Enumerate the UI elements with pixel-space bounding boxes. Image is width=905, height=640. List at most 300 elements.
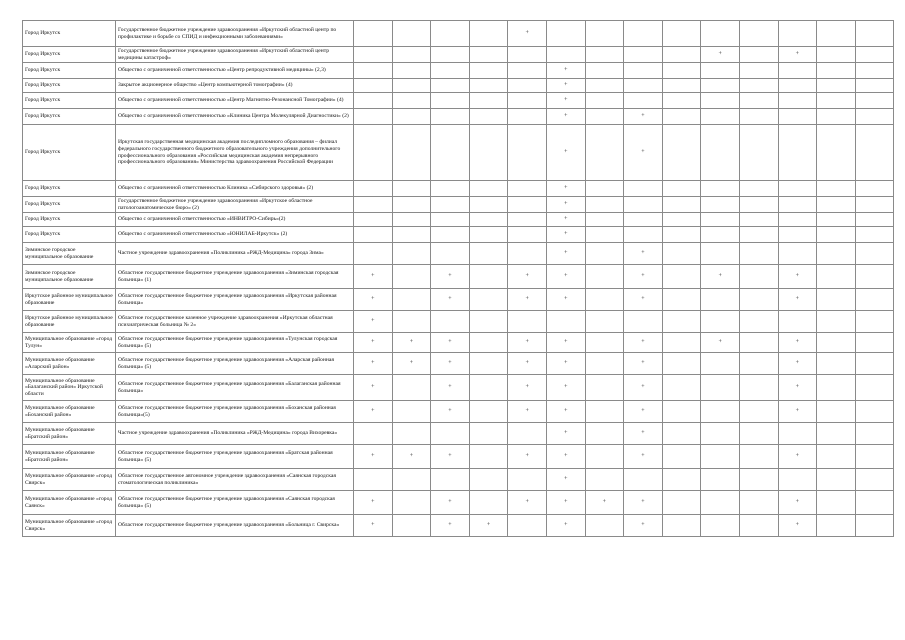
mark-cell <box>354 243 393 265</box>
mark-cell <box>624 63 663 79</box>
mark-cell: + <box>546 79 585 93</box>
municipality-cell: Город Иркутск <box>23 47 116 63</box>
mark-cell <box>585 515 624 537</box>
mark-cell <box>431 79 470 93</box>
table-row <box>23 243 894 265</box>
mark-cell: + <box>546 265 585 289</box>
mark-cell <box>624 79 663 93</box>
mark-cell: + <box>546 243 585 265</box>
mark-cell: + <box>431 445 470 469</box>
mark-cell <box>662 109 701 125</box>
mark-cell <box>701 445 740 469</box>
table-row <box>23 375 894 401</box>
mark-cell: + <box>778 515 817 537</box>
mark-cell <box>701 227 740 243</box>
mark-cell <box>817 21 856 47</box>
mark-cell <box>431 197 470 213</box>
mark-cell <box>585 197 624 213</box>
mark-cell <box>817 401 856 423</box>
mark-cell <box>662 47 701 63</box>
table-row <box>23 353 894 375</box>
mark-cell <box>701 79 740 93</box>
mark-cell <box>817 265 856 289</box>
mark-cell <box>469 227 508 243</box>
mark-cell <box>508 227 547 243</box>
mark-cell: + <box>546 289 585 311</box>
mark-cell <box>817 213 856 227</box>
mark-cell <box>662 353 701 375</box>
organization-cell: Областное государственное бюджетное учреждение здравоохранения «Боханская районная больница»(5) <box>116 401 354 423</box>
mark-cell <box>469 375 508 401</box>
table-row <box>23 181 894 197</box>
organization-cell: Областное государственное бюджетное учреждение здравоохранения «Больница г. Свирска» <box>116 515 354 537</box>
mark-cell: + <box>354 265 393 289</box>
mark-cell <box>662 197 701 213</box>
mark-cell <box>778 93 817 109</box>
mark-cell <box>546 47 585 63</box>
mark-cell: + <box>392 353 431 375</box>
mark-cell <box>469 311 508 333</box>
municipality-cell: Город Иркутск <box>23 21 116 47</box>
municipality-cell: Город Иркутск <box>23 213 116 227</box>
mark-cell: + <box>469 515 508 537</box>
municipality-cell: Зиминское городское муниципальное образование <box>23 265 116 289</box>
mark-cell: + <box>431 265 470 289</box>
mark-cell: + <box>354 353 393 375</box>
mark-cell <box>817 93 856 109</box>
mark-cell: + <box>392 333 431 353</box>
mark-cell <box>354 213 393 227</box>
table-row <box>23 491 894 515</box>
mark-cell <box>855 93 894 109</box>
mark-cell: + <box>624 353 663 375</box>
mark-cell <box>739 79 778 93</box>
mark-cell: + <box>546 333 585 353</box>
mark-cell <box>585 289 624 311</box>
organization-cell: Областное государственное бюджетное учреждение здравоохранения «Балаганская районная больница» <box>116 375 354 401</box>
mark-cell: + <box>431 515 470 537</box>
table-row <box>23 79 894 93</box>
mark-cell <box>392 311 431 333</box>
organization-cell: Частное учреждение здравоохранения «Поликлиника «РЖД-Медицина» города Зима» <box>116 243 354 265</box>
mark-cell <box>817 445 856 469</box>
mark-cell <box>469 423 508 445</box>
mark-cell <box>585 181 624 197</box>
mark-cell <box>778 423 817 445</box>
municipality-cell: Город Иркутск <box>23 63 116 79</box>
mark-cell: + <box>778 289 817 311</box>
organization-cell: Областное государственное казенное учреждение здравоохранения «Иркутская областная психиатрическая больница № 2» <box>116 311 354 333</box>
mark-cell <box>508 311 547 333</box>
mark-cell <box>739 93 778 109</box>
mark-cell <box>662 469 701 491</box>
municipality-cell: Муниципальное образование «город Свирск» <box>23 469 116 491</box>
organization-cell: Областное государственное бюджетное учреждение здравоохранения «Зиминская городская больница» (1) <box>116 265 354 289</box>
mark-cell <box>508 63 547 79</box>
mark-cell <box>354 93 393 109</box>
municipality-cell: Муниципальное образование «город Саянск» <box>23 491 116 515</box>
mark-cell <box>739 227 778 243</box>
mark-cell <box>508 181 547 197</box>
mark-cell <box>469 213 508 227</box>
mark-cell: + <box>546 227 585 243</box>
mark-cell <box>701 63 740 79</box>
mark-cell: + <box>508 491 547 515</box>
mark-cell <box>431 213 470 227</box>
mark-cell: + <box>624 423 663 445</box>
mark-cell <box>701 469 740 491</box>
mark-cell <box>817 491 856 515</box>
mark-cell <box>508 125 547 181</box>
mark-cell <box>392 401 431 423</box>
mark-cell <box>354 63 393 79</box>
mark-cell <box>855 213 894 227</box>
mark-cell <box>431 423 470 445</box>
mark-cell <box>585 47 624 63</box>
mark-cell <box>354 125 393 181</box>
mark-cell <box>469 109 508 125</box>
mark-cell <box>662 311 701 333</box>
mark-cell <box>624 21 663 47</box>
mark-cell <box>469 79 508 93</box>
mark-cell <box>739 213 778 227</box>
mark-cell: + <box>508 445 547 469</box>
mark-cell: + <box>778 491 817 515</box>
mark-cell: + <box>392 445 431 469</box>
mark-cell: + <box>508 265 547 289</box>
mark-cell <box>392 79 431 93</box>
mark-cell <box>701 423 740 445</box>
mark-cell <box>817 243 856 265</box>
organization-cell: Областное государственное автономное учреждение здравоохранения «Саянская городская стоматологическая поликлиника» <box>116 469 354 491</box>
mark-cell <box>817 197 856 213</box>
mark-cell <box>701 243 740 265</box>
organization-cell: Областное государственное бюджетное учреждение здравоохранения «Братская районная больница» (5) <box>116 445 354 469</box>
mark-cell <box>701 125 740 181</box>
mark-cell: + <box>546 109 585 125</box>
table-row <box>23 265 894 289</box>
mark-cell <box>662 515 701 537</box>
mark-cell <box>469 21 508 47</box>
municipality-cell: Муниципальное образование «Балаганский район» Иркутской области <box>23 375 116 401</box>
mark-cell <box>469 333 508 353</box>
mark-cell <box>817 47 856 63</box>
mark-cell <box>469 93 508 109</box>
table-row <box>23 333 894 353</box>
mark-cell <box>662 63 701 79</box>
mark-cell: + <box>431 491 470 515</box>
mark-cell <box>469 401 508 423</box>
mark-cell <box>431 227 470 243</box>
mark-cell: + <box>701 47 740 63</box>
mark-cell <box>701 197 740 213</box>
mark-cell <box>392 109 431 125</box>
mark-cell <box>354 197 393 213</box>
mark-cell <box>624 213 663 227</box>
mark-cell: + <box>624 125 663 181</box>
mark-cell <box>701 311 740 333</box>
mark-cell <box>585 79 624 93</box>
organization-cell: Областное государственное бюджетное учреждение здравоохранения «Аларская районная больница» (5) <box>116 353 354 375</box>
mark-cell: + <box>431 333 470 353</box>
mark-cell <box>546 21 585 47</box>
municipality-cell: Муниципальное образование «Братский район» <box>23 445 116 469</box>
mark-cell <box>701 109 740 125</box>
mark-cell <box>662 265 701 289</box>
mark-cell <box>392 197 431 213</box>
mark-cell <box>354 109 393 125</box>
mark-cell <box>778 227 817 243</box>
mark-cell <box>855 227 894 243</box>
municipality-cell: Город Иркутск <box>23 79 116 93</box>
mark-cell <box>392 375 431 401</box>
mark-cell <box>624 227 663 243</box>
mark-cell: + <box>546 125 585 181</box>
mark-cell: + <box>624 515 663 537</box>
mark-cell: + <box>354 491 393 515</box>
mark-cell <box>701 491 740 515</box>
table-body <box>23 21 894 537</box>
mark-cell: + <box>546 375 585 401</box>
mark-cell <box>817 79 856 93</box>
mark-cell <box>739 423 778 445</box>
mark-cell <box>739 311 778 333</box>
mark-cell: + <box>546 469 585 491</box>
mark-cell <box>739 265 778 289</box>
mark-cell <box>701 21 740 47</box>
table-row <box>23 213 894 227</box>
mark-cell <box>431 181 470 197</box>
mark-cell: + <box>778 353 817 375</box>
organization-cell: Иркутская государственная медицинская академия последипломного образования – филиал федерального государственного бюджетного образовательного учреждения дополнительного профессионального образования «Российская медицинская академия непрерывного профессионального образования» Министерства здравоохранения Российской Федерации <box>116 125 354 181</box>
mark-cell <box>508 243 547 265</box>
municipality-cell: Иркутское районное муниципальное образование <box>23 311 116 333</box>
mark-cell <box>662 93 701 109</box>
mark-cell <box>392 423 431 445</box>
table-row <box>23 311 894 333</box>
mark-cell <box>354 469 393 491</box>
mark-cell: + <box>624 445 663 469</box>
mark-cell <box>508 79 547 93</box>
mark-cell <box>701 353 740 375</box>
mark-cell <box>508 213 547 227</box>
mark-cell: + <box>624 289 663 311</box>
mark-cell <box>739 445 778 469</box>
mark-cell <box>701 289 740 311</box>
municipality-cell: Иркутское районное муниципальное образование <box>23 289 116 311</box>
mark-cell <box>392 21 431 47</box>
mark-cell <box>739 491 778 515</box>
mark-cell <box>778 311 817 333</box>
mark-cell: + <box>624 491 663 515</box>
mark-cell <box>855 289 894 311</box>
organization-cell: Государственное бюджетное учреждение здравоохранения «Иркутское областное патологоанатомическое бюро» (2) <box>116 197 354 213</box>
mark-cell <box>778 243 817 265</box>
mark-cell <box>508 469 547 491</box>
mark-cell <box>585 243 624 265</box>
mark-cell: + <box>546 197 585 213</box>
mark-cell <box>662 79 701 93</box>
mark-cell <box>585 423 624 445</box>
mark-cell: + <box>624 243 663 265</box>
table-row <box>23 445 894 469</box>
mark-cell <box>778 21 817 47</box>
mark-cell <box>354 181 393 197</box>
mark-cell <box>662 125 701 181</box>
mark-cell: + <box>508 21 547 47</box>
mark-cell: + <box>431 401 470 423</box>
mark-cell <box>817 469 856 491</box>
mark-cell <box>354 423 393 445</box>
mark-cell <box>778 197 817 213</box>
table-row <box>23 197 894 213</box>
mark-cell: + <box>354 401 393 423</box>
mark-cell <box>855 515 894 537</box>
mark-cell <box>778 109 817 125</box>
mark-cell <box>662 401 701 423</box>
mark-cell <box>392 289 431 311</box>
mark-cell <box>585 213 624 227</box>
mark-cell: + <box>624 265 663 289</box>
mark-cell: + <box>354 333 393 353</box>
mark-cell <box>354 21 393 47</box>
mark-cell <box>739 289 778 311</box>
mark-cell <box>392 515 431 537</box>
mark-cell <box>585 21 624 47</box>
mark-cell <box>469 491 508 515</box>
mark-cell <box>855 197 894 213</box>
mark-cell <box>739 515 778 537</box>
mark-cell <box>392 265 431 289</box>
document-page <box>22 20 890 537</box>
mark-cell: + <box>546 93 585 109</box>
mark-cell: + <box>778 265 817 289</box>
mark-cell <box>817 63 856 79</box>
table-row <box>23 469 894 491</box>
mark-cell <box>739 181 778 197</box>
mark-cell <box>354 47 393 63</box>
mark-cell <box>817 181 856 197</box>
organization-cell: Государственное бюджетное учреждение здравоохранения «Иркутский областной центр по профилактике и борьбе со СПИД и инфекционными заболеваниями» <box>116 21 354 47</box>
table-row <box>23 93 894 109</box>
mark-cell <box>855 423 894 445</box>
mark-cell <box>585 353 624 375</box>
organization-cell: Общество с ограниченной ответственностью «Клиника Центра Молекулярной Диагностики» (2) <box>116 109 354 125</box>
mark-cell <box>469 47 508 63</box>
municipality-cell: Зиминское городское муниципальное образование <box>23 243 116 265</box>
mark-cell <box>701 213 740 227</box>
mark-cell <box>624 93 663 109</box>
organizations-table <box>22 20 894 537</box>
mark-cell <box>855 401 894 423</box>
organization-cell: Государственное бюджетное учреждение здравоохранения «Иркутский областной центр медицины катастроф» <box>116 47 354 63</box>
mark-cell <box>392 227 431 243</box>
mark-cell <box>431 243 470 265</box>
municipality-cell: Город Иркутск <box>23 125 116 181</box>
mark-cell <box>431 109 470 125</box>
mark-cell: + <box>546 515 585 537</box>
mark-cell <box>585 63 624 79</box>
organization-cell: Закрытое акционерное общество «Центр компьютерной томографии» (4) <box>116 79 354 93</box>
mark-cell <box>469 243 508 265</box>
mark-cell <box>508 47 547 63</box>
mark-cell <box>662 213 701 227</box>
mark-cell <box>662 445 701 469</box>
mark-cell <box>778 125 817 181</box>
mark-cell <box>855 243 894 265</box>
mark-cell <box>624 469 663 491</box>
municipality-cell: Город Иркутск <box>23 227 116 243</box>
mark-cell <box>817 333 856 353</box>
mark-cell: + <box>546 401 585 423</box>
mark-cell <box>817 311 856 333</box>
table-row <box>23 21 894 47</box>
mark-cell: + <box>508 289 547 311</box>
municipality-cell: Муниципальное образование «Боханский район» <box>23 401 116 423</box>
mark-cell <box>469 181 508 197</box>
mark-cell <box>701 401 740 423</box>
mark-cell: + <box>354 375 393 401</box>
municipality-cell: Город Иркутск <box>23 109 116 125</box>
mark-cell: + <box>778 333 817 353</box>
mark-cell <box>469 445 508 469</box>
mark-cell: + <box>624 401 663 423</box>
mark-cell <box>855 491 894 515</box>
mark-cell <box>662 423 701 445</box>
mark-cell <box>855 445 894 469</box>
mark-cell <box>662 375 701 401</box>
mark-cell <box>855 125 894 181</box>
mark-cell <box>855 109 894 125</box>
mark-cell <box>624 181 663 197</box>
mark-cell: + <box>508 353 547 375</box>
mark-cell <box>585 227 624 243</box>
mark-cell <box>662 181 701 197</box>
mark-cell <box>431 63 470 79</box>
mark-cell <box>817 423 856 445</box>
mark-cell <box>585 333 624 353</box>
mark-cell <box>778 469 817 491</box>
mark-cell: + <box>624 109 663 125</box>
municipality-cell: Муниципальное образование «город Свирск» <box>23 515 116 537</box>
mark-cell: + <box>778 401 817 423</box>
mark-cell <box>392 47 431 63</box>
mark-cell <box>585 401 624 423</box>
mark-cell: + <box>624 375 663 401</box>
mark-cell <box>855 333 894 353</box>
organization-cell: Общество с ограниченной ответственностью Клиника «Сибирского здоровья» (2) <box>116 181 354 197</box>
table-row <box>23 289 894 311</box>
mark-cell <box>354 79 393 93</box>
mark-cell <box>739 197 778 213</box>
mark-cell <box>855 469 894 491</box>
mark-cell <box>392 491 431 515</box>
mark-cell: + <box>508 375 547 401</box>
mark-cell <box>662 289 701 311</box>
mark-cell <box>855 63 894 79</box>
mark-cell <box>469 469 508 491</box>
mark-cell <box>392 469 431 491</box>
mark-cell: + <box>354 289 393 311</box>
mark-cell: + <box>431 375 470 401</box>
table-row <box>23 423 894 445</box>
mark-cell <box>701 375 740 401</box>
organization-cell: Областное государственное бюджетное учреждение здравоохранения «Тулунская городская больница» (5) <box>116 333 354 353</box>
mark-cell: + <box>778 445 817 469</box>
mark-cell <box>817 289 856 311</box>
mark-cell <box>817 109 856 125</box>
mark-cell <box>469 125 508 181</box>
